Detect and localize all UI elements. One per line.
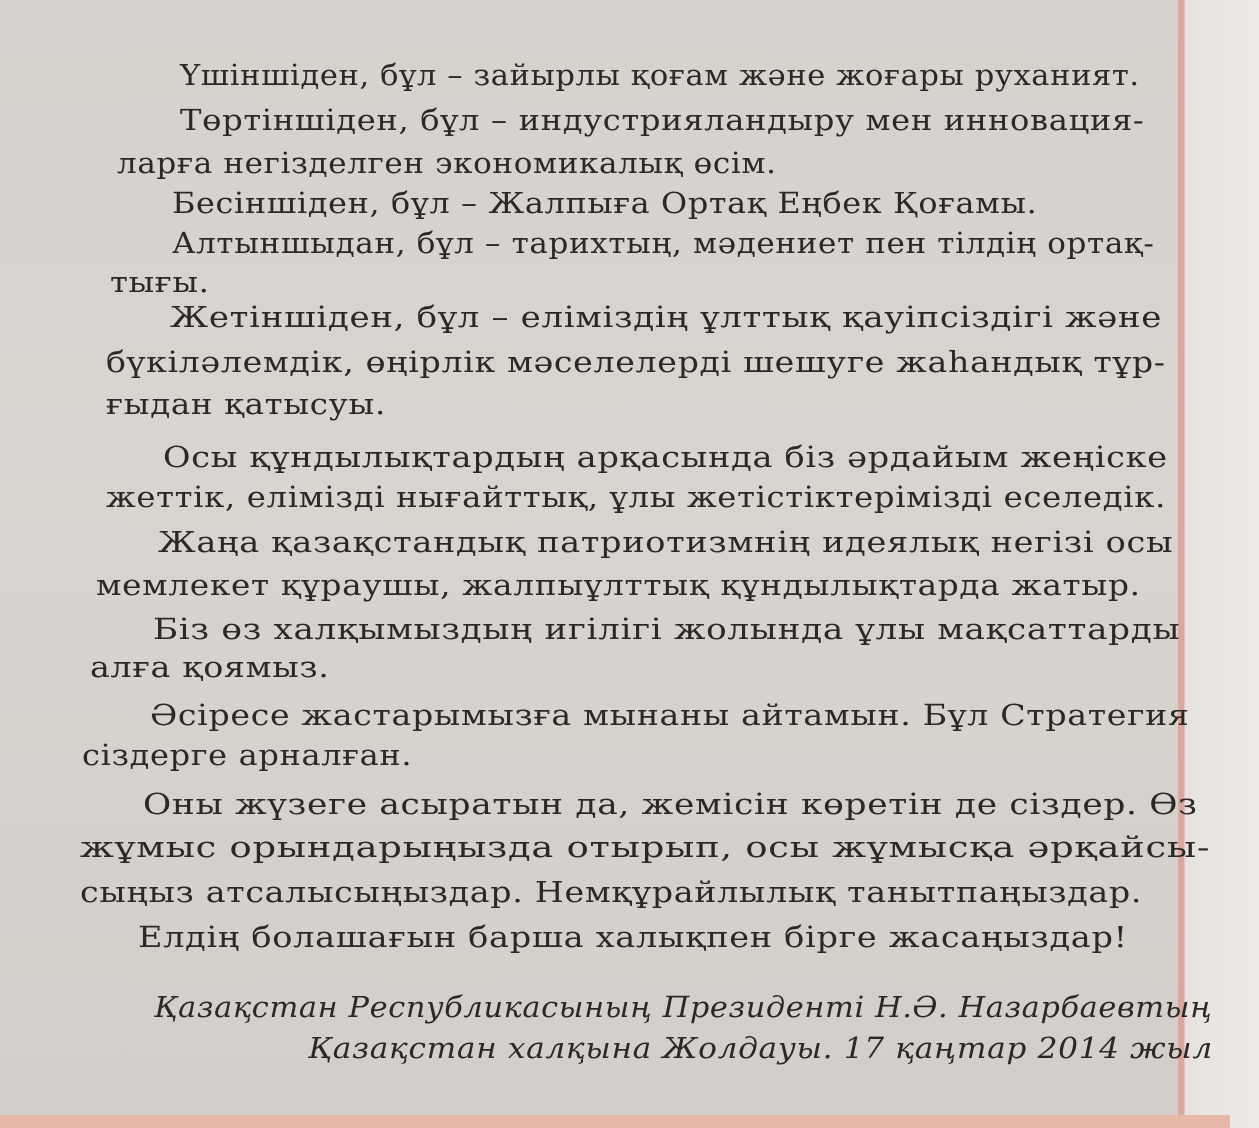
text-line: Жаңа қазақстандық патриотизмнің идеялық негізі осы — [158, 525, 1174, 559]
text-line: ларға негізделген экономикалық өсім. — [117, 146, 777, 180]
text-line: жеттік, елімізді нығайттық, ұлы жетістіктерімізді еселедік. — [106, 480, 1167, 514]
text-line: сыңыз атсалысыңыздар. Немқұрайлылық танытпаңыздар. — [80, 875, 1143, 909]
text-line: Әсіресе жастарымызға мынаны айтамын. Бұл Стратегия — [150, 698, 1190, 732]
text-line: тығы. — [110, 265, 210, 299]
text-line: ғыдан қатысуы. — [106, 387, 386, 421]
text-line: Осы құндылықтардың арқасында біз әрдайым жеңіске — [163, 440, 1168, 474]
text-line: Алтыншыдан, бұл – тарихтың, мәдениет пен тілдің ортақ- — [172, 226, 1155, 260]
attribution-line-1: Қазақстан Республикасының Президенті Н.Ә. Назарбаевтың — [154, 990, 1213, 1024]
text-line: Үшіншіден, бұл – зайырлы қоғам және жоғары руханият. — [180, 58, 1140, 92]
attribution-line-2: Қазақстан халқына Жолдауы. 17 қаңтар 2014 жыл — [308, 1031, 1213, 1065]
text-line: мемлекет құраушы, жалпыұлттық құндылықтарда жатыр. — [96, 568, 1141, 602]
text-line: Біз өз халқымыздың игілігі жолында ұлы мақсаттарды — [153, 612, 1181, 646]
text-line: Бесіншіден, бұл – Жалпыға Ортақ Еңбек Қоғамы. — [172, 186, 1038, 220]
text-line: Төртіншіден, бұл – индустрияландыру мен инновация- — [180, 103, 1145, 137]
text-line: Оны жүзеге асыратын да, жемісін көретін де сіздер. Өз — [143, 787, 1198, 821]
text-line: бүкіләлемдік, өңірлік мәселелерді шешуге жаһандық тұр- — [106, 345, 1166, 379]
text-line: сіздерге арналған. — [82, 738, 413, 772]
text-line: алға қоямыз. — [90, 650, 330, 684]
text-line: Жетіншіден, бұл – еліміздің ұлттық қауіпсіздігі және — [170, 300, 1163, 334]
text-line: жұмыс орындарыңызда отырып, осы жұмысқа әрқайсы- — [80, 830, 1211, 864]
text-line: Елдің болашағын барша халықпен бірге жасаңыздар! — [138, 920, 1128, 954]
